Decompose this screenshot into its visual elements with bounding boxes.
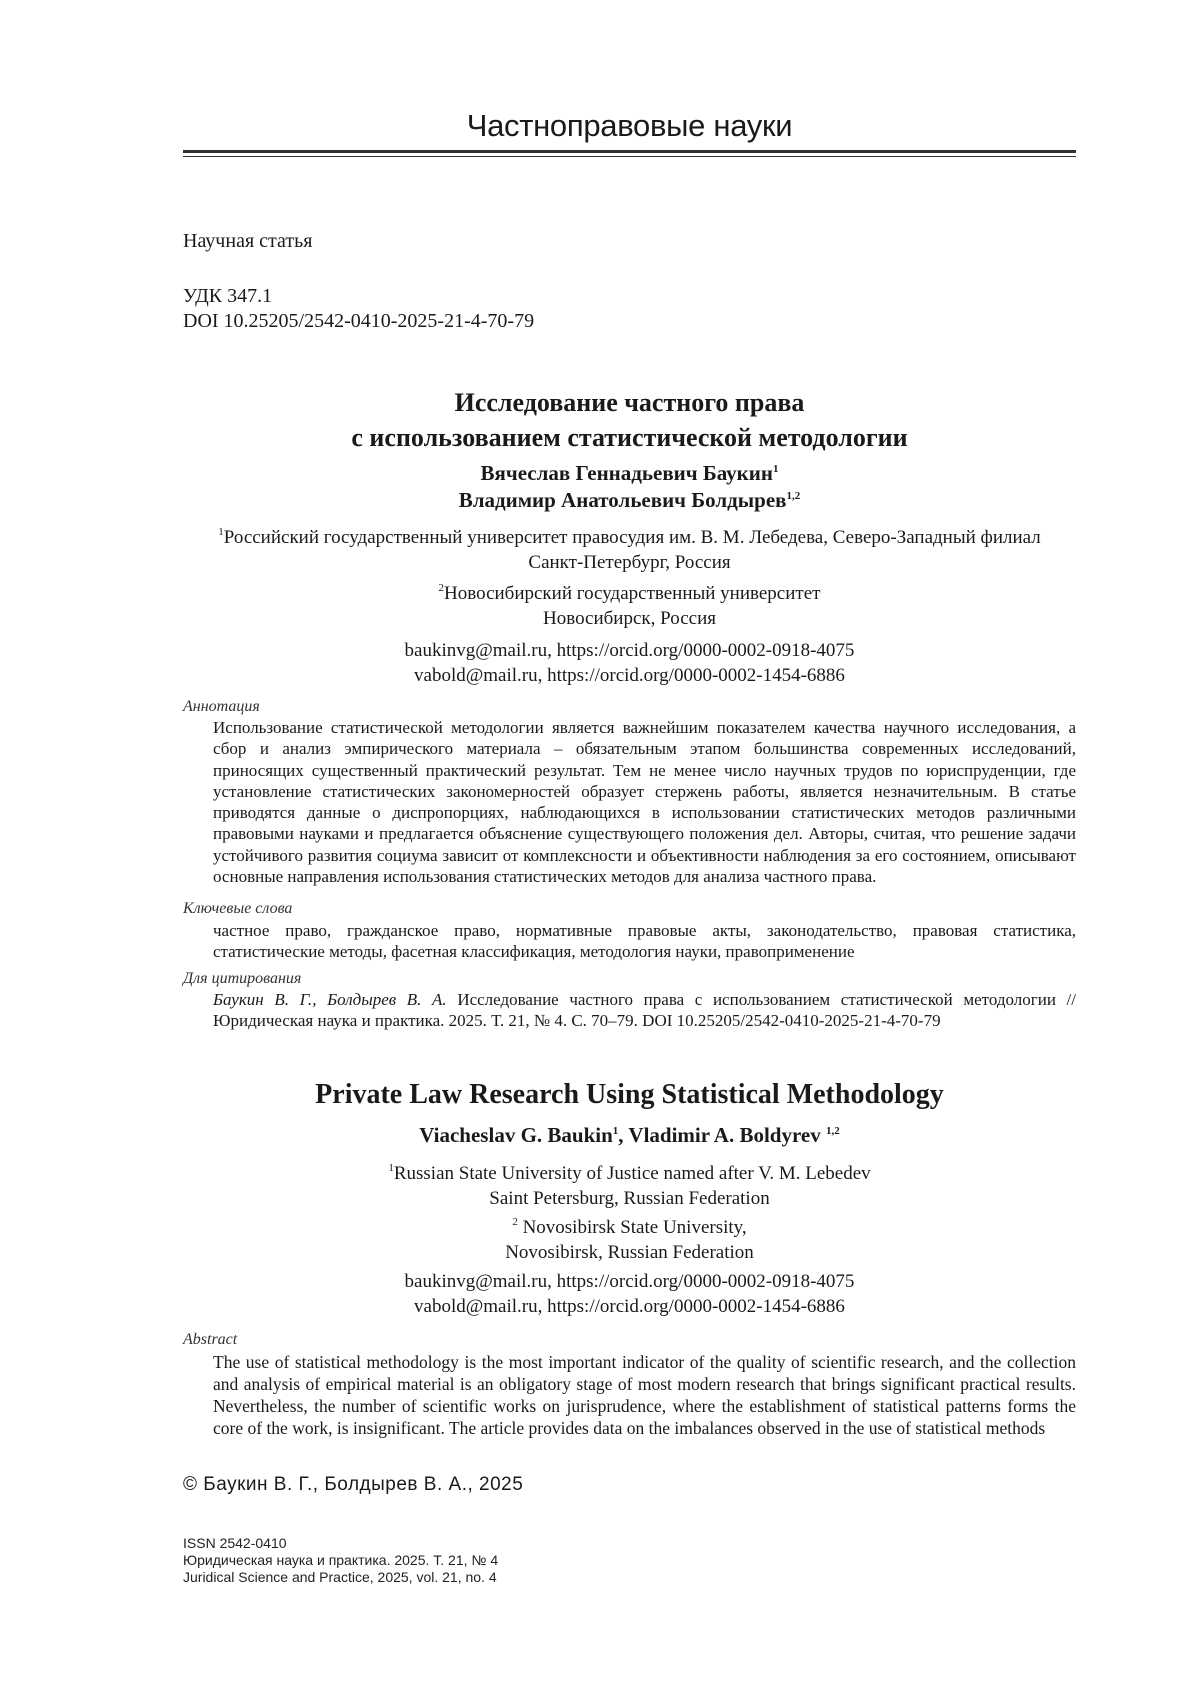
abstract-text-en: The use of statistical methodology is the most important indicator of the quality of scientific research, and the collection and analysis of empirical material is an obligatory stage of most modern research that brings significant practical results. Nevertheless, the number of scientific works on jurisprudence, where the establishment of statistical patterns forms the core of the work, is insignificant. The article provides data on the imbalances observed in the use of statistical methods (213, 1352, 1076, 1438)
author2-ru: Владимир Анатольевич Болдырев$^{1,2}$ (458, 488, 801, 512)
running-head: Частноправовые науки (466, 108, 793, 143)
author1-ru: Вячеслав Геннадьевич Баукин$^1$ (480, 461, 779, 485)
abstract-text-ru: Использование статистической методологии является важнейшим показателем качества научного исследования, а сбор и анализ эмпирического материала – обязательным этапом большинства современных исследований, приносящих существенный практический результат. Тем не менее число научных трудов по юриспруденции, где установление статистических закономерностей образует стержень работы, является незначительным. В статье приводятся данные о диспропорциях, наблюдающихся в использовании статистических методов различными правовыми науками и предлагается объяснение существующего положения дел. Авторы, считая, что решение задачи устойчивого развития социума зависит от комплексности и объективности наблюдения за его состоянием, описывают основные направления использования статистических методов для анализа частного права. (213, 718, 1076, 887)
citation-text-ru: Баукин В. Г., Болдырев В. А. Исследование частного права с использованием статистической методологии // Юридическая наука и практика. 2025. Т. 21, № 4. С. 70–79. DOI 10.25205/2542-0410-2025-21-4-70-79 (213, 990, 1077, 1031)
title-ru-line2: с использованием статистической методологии (351, 423, 908, 452)
journal-en: Juridical Science and Practice, 2025, vol. 21, no. 4 (183, 1569, 497, 1585)
contact2-ru: vabold@mail.ru, https://orcid.org/0000-0002-1454-6886 (414, 665, 845, 686)
affiliation1-ru: $^1$Российский государственный университет правосудия им. В. М. Лебедева, Северо-Западный филиал Санкт-Петербург, Россия (218, 526, 1041, 573)
header-rule-thick (183, 150, 1076, 153)
contact2-en: vabold@mail.ru, https://orcid.org/0000-0002-1454-6886 (414, 1296, 845, 1317)
authors-en: Viacheslav G. Baukin$^1$, Vladimir A. Boldyrev $^{1,2}$ (419, 1123, 840, 1147)
contact1-en: baukinvg@mail.ru, https://orcid.org/0000-0002-0918-4075 (404, 1271, 855, 1292)
journal-ru: Юридическая наука и практика. 2025. Т. 21, № 4 (183, 1552, 499, 1568)
citation-label-ru: Для цитирования (183, 970, 302, 987)
journal-footer (183, 1535, 498, 1586)
title-ru (183, 385, 1076, 455)
abstract-label-en: Abstract (183, 1331, 238, 1348)
contacts-en (183, 1269, 1076, 1319)
title-en: Private Law Research Using Statistical Methodology (315, 1079, 944, 1110)
issn: ISSN 2542-0410 (183, 1535, 287, 1551)
keywords-text-ru: частное право, гражданское право, нормативные правовые акты, законодательство, правовая статистика, статистические методы, фасетная классификация, методология науки, правоприменение (213, 921, 1076, 962)
contact1-ru: baukinvg@mail.ru, https://orcid.org/0000-0002-0918-4075 (404, 640, 855, 661)
authors-ru (183, 460, 1076, 514)
doi: DOI 10.25205/2542-0410-2025-21-4-70-79 (183, 310, 535, 332)
udc-code: УДК 347.1 (183, 285, 273, 307)
affiliation1-en: $^1$Russian State University of Justice named after V. M. Lebedev Saint Petersburg, Russian Federation (388, 1162, 871, 1209)
contacts-ru (183, 638, 1076, 688)
abstract-label-ru: Аннотация (183, 698, 260, 715)
keywords-label-ru: Ключевые слова (183, 900, 293, 917)
copyright: © Баукин В. Г., Болдырев В. А., 2025 (183, 1474, 524, 1495)
affiliation2-ru: $^2$Новосибирский государственный университет Новосибирск, Россия (438, 582, 821, 629)
affiliation2-en: $^2$ Novosibirsk State University, Novosibirsk, Russian Federation (505, 1216, 754, 1263)
article-type: Научная статья (183, 230, 313, 252)
title-ru-line1: Исследование частного права (454, 388, 805, 417)
header-rule-thin (183, 156, 1076, 157)
